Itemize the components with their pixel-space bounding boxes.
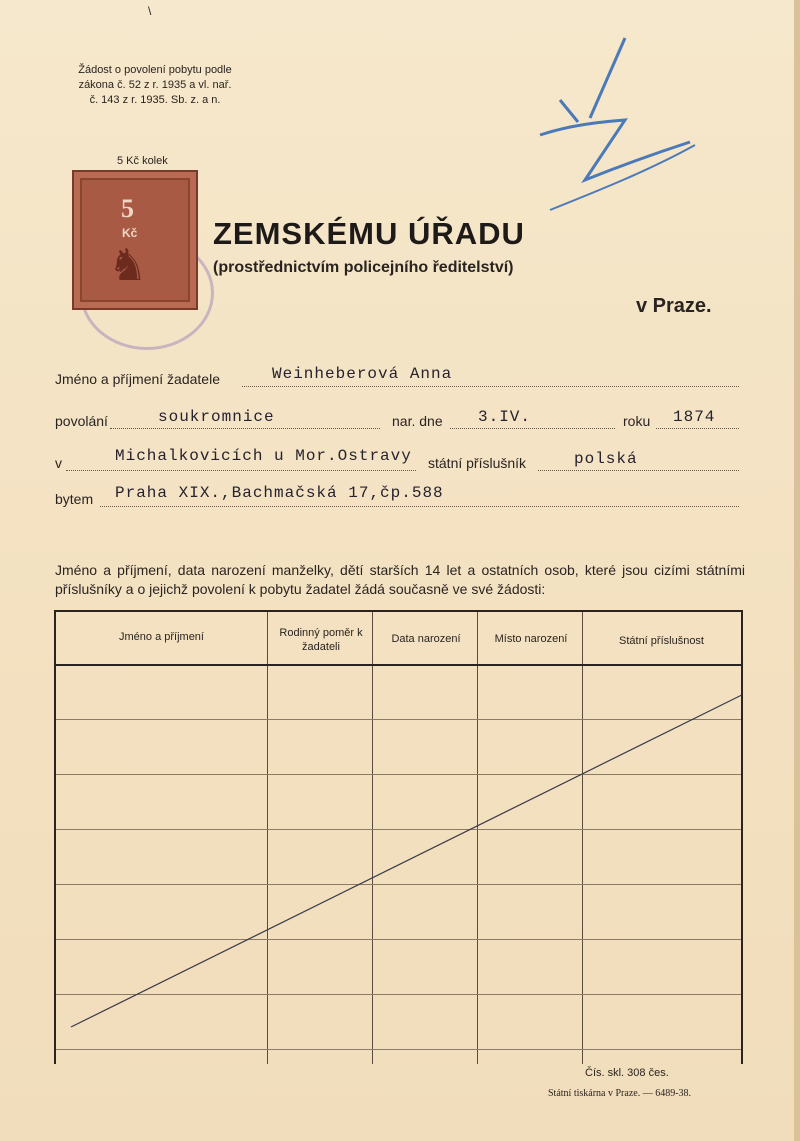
cancellation-strike-line bbox=[56, 612, 741, 1064]
col-header-name: Jméno a příjmení bbox=[119, 631, 204, 643]
birth-date-label: nar. dne bbox=[392, 413, 443, 429]
printer-imprint: Státní tiskárna v Praze. — 6489-38. bbox=[548, 1088, 692, 1099]
residence-value[interactable]: Praha XIX.,Bachmačská 17,čp.588 bbox=[115, 484, 444, 502]
dotted-line bbox=[242, 386, 739, 387]
birth-date-value[interactable]: 3.IV. bbox=[478, 408, 532, 426]
year-label: roku bbox=[623, 413, 651, 429]
header-note-line: č. 143 z r. 1935. Sb. z. a n. bbox=[89, 94, 221, 106]
paper-edge bbox=[794, 0, 800, 1141]
form-title: ZEMSKÉMU ÚŘADU bbox=[213, 216, 525, 251]
nationality-value[interactable]: polská bbox=[574, 450, 638, 468]
form-catalog-number: Čís. skl. 308 čes. bbox=[585, 1067, 669, 1079]
col-header-birthdate: Data narození bbox=[391, 633, 461, 645]
residence-label: bytem bbox=[55, 491, 94, 507]
revenue-stamp bbox=[72, 170, 198, 310]
header-note-line: zákona č. 52 z r. 1935 a vl. nař. bbox=[78, 79, 232, 91]
dotted-line bbox=[66, 470, 416, 471]
col-header-birthplace: Místo narození bbox=[494, 633, 568, 645]
dotted-line bbox=[110, 428, 380, 429]
dotted-line bbox=[450, 428, 615, 429]
col-header-relation: Rodinný poměr k žadateli bbox=[279, 627, 363, 653]
birthplace-label: v bbox=[55, 455, 62, 471]
family-instructions: Jméno a příjmení, data narození manželky, dětí starších 14 let a ostatních osob, které jsou cizími státními příslušníky a o jejichž povolení k pobytu žadatel žádá současně ve své žádosti: bbox=[55, 562, 745, 597]
nationality-label: státní příslušník bbox=[428, 455, 527, 471]
lion-emblem-icon: ♞ bbox=[108, 241, 148, 290]
birthplace-value[interactable]: Michalkovicích u Mor.Ostravy bbox=[115, 447, 412, 465]
form-subtitle: (prostřednictvím policejního ředitelství) bbox=[213, 259, 514, 276]
applicant-name-value[interactable]: Weinheberová Anna bbox=[272, 365, 453, 383]
blue-pencil-mark bbox=[530, 30, 700, 220]
header-note-line: Žádost o povolení pobytu podle bbox=[78, 64, 232, 76]
form-header-note bbox=[55, 63, 255, 108]
dotted-line bbox=[656, 428, 739, 429]
col-header-nationality: Státní příslušnost bbox=[619, 635, 704, 647]
occupation-value[interactable]: soukromnice bbox=[158, 408, 275, 426]
family-members-table bbox=[54, 610, 743, 1064]
dotted-line bbox=[100, 506, 739, 507]
stamp-currency: Kč bbox=[122, 226, 138, 240]
stamp-value: 5 bbox=[121, 194, 134, 223]
form-city: v Praze. bbox=[636, 295, 712, 317]
year-value[interactable]: 1874 bbox=[673, 408, 716, 426]
applicant-name-label: Jméno a příjmení žadatele bbox=[55, 371, 220, 387]
margin-mark: \ bbox=[148, 4, 152, 18]
occupation-label: povolání bbox=[55, 413, 108, 429]
dotted-line bbox=[538, 470, 739, 471]
stamp-label: 5 Kč kolek bbox=[117, 155, 168, 167]
